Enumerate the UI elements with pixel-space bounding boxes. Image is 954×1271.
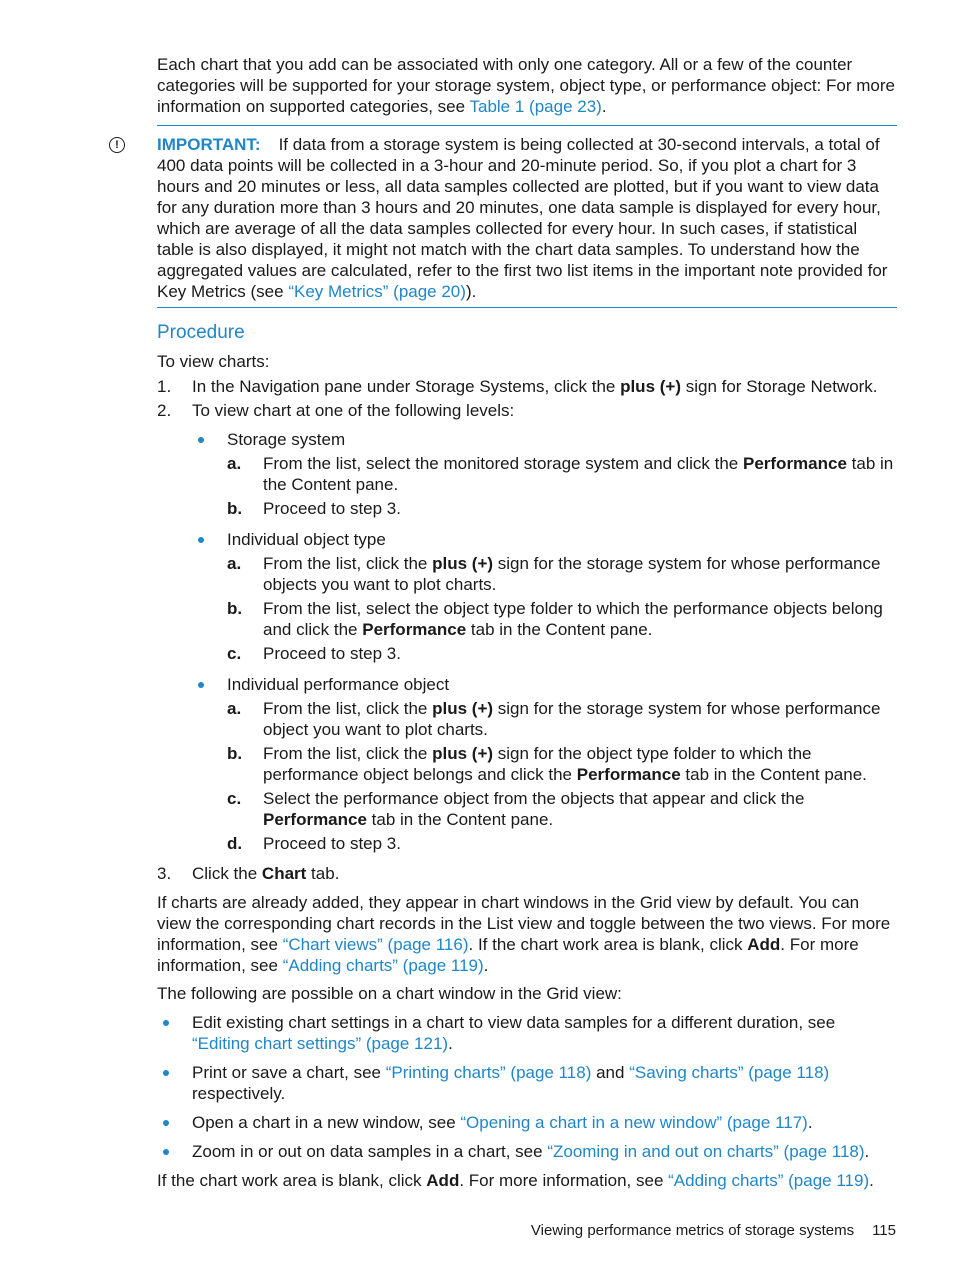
substep: a. From the list, click the plus (+) sign for the storage system for whose performance object you want to plot charts. (227, 699, 881, 739)
link-printing-charts[interactable]: “Printing charts” (page 118) (385, 1063, 592, 1082)
list-item: Open a chart in a new window, see “Opening a chart in a new window” (page 117). (157, 1112, 897, 1133)
bullet-icon (163, 1120, 169, 1126)
bullet-icon (198, 537, 204, 543)
level-storage-system: Storage system a. From the list, select the monitored storage system and click the Performance tab in the Content pane. b. Proceed to step 3. (157, 429, 897, 519)
link-saving-charts[interactable]: “Saving charts” (page 118) (629, 1063, 830, 1082)
step-3: 3. Click the Chart tab. (157, 864, 340, 883)
bullet-icon (163, 1149, 169, 1155)
substep: a. From the list, select the monitored storage system and click the Performance tab in the Content pane. (227, 454, 894, 494)
link-editing-chart-settings[interactable]: “Editing chart settings” (page 121) (192, 1034, 449, 1053)
link-adding-charts[interactable]: “Adding charts” (page 119) (282, 956, 484, 975)
procedure-intro: To view charts: (157, 352, 270, 371)
list-item: Print or save a chart, see “Printing charts” (page 118) and “Saving charts” (page 118) respectively. (157, 1062, 897, 1104)
bullet-icon (198, 682, 204, 688)
blank-area-paragraph: If the chart work area is blank, click Add. For more information, see “Adding charts” (page 119). (157, 1171, 874, 1190)
step-2: 2. To view chart at one of the following levels: (157, 401, 515, 420)
footer-title: Viewing performance metrics of storage systems (530, 1222, 855, 1239)
level-object-type: Individual object type a. From the list, click the plus (+) sign for the storage system for whose performance objects you want to plot charts. b. From the list, select the object type folder to which the performance objects belong and click the Performance tab in the Content pane. c. Proceed to step 3. (157, 529, 897, 664)
page-body (115, 54, 897, 1191)
substep: b. Proceed to step 3. (227, 499, 401, 518)
link-adding-charts-2[interactable]: “Adding charts” (page 119) (668, 1171, 870, 1190)
important-label: IMPORTANT: (157, 135, 261, 154)
substep: b. From the list, select the object type folder to which the performance objects belong and click the Performance tab in the Content pane. (227, 599, 883, 639)
page-number: 115 (872, 1222, 896, 1239)
bullet-icon (163, 1070, 169, 1076)
step-1: 1. In the Navigation pane under Storage Systems, click the plus (+) sign for Storage Network. (157, 377, 878, 396)
bullet-icon (163, 1020, 169, 1026)
link-opening-chart-new-window[interactable]: “Opening a chart in a new window” (page 117) (460, 1113, 808, 1132)
grid-view-actions-list (157, 1012, 897, 1162)
substep: c. Select the performance object from the objects that appear and click the Performance tab in the Content pane. (227, 789, 805, 829)
substep: a. From the list, click the plus (+) sign for the storage system for whose performance objects you want to plot charts. (227, 554, 881, 594)
list-item: Edit existing chart settings in a chart to view data samples for a different duration, see “Editing chart settings” (page 121). (157, 1012, 897, 1054)
level-performance-object: Individual performance object a. From the list, click the plus (+) sign for the storage system for whose performance object you want to plot charts. b. From the list, click the plus (+) sign for the object type folder to which the performance object belongs and click the Performance tab in the Content pane. c. Select the performance object from the objects that appear and click the Performance tab in the Content pane. d. Proceed to step 3. (157, 674, 897, 854)
list-item: Zoom in or out on data samples in a chart, see “Zooming in and out on charts” (page 118). (157, 1141, 897, 1162)
link-chart-views[interactable]: “Chart views” (page 116) (282, 935, 469, 954)
link-table-1[interactable]: Table 1 (page 23) (469, 97, 602, 116)
important-text: If data from a storage system is being collected at 30-second intervals, a total of 400 data points will be collected in a 3-hour and 20-minute period. So, if you plot a chart for 3 hours and 20 minutes or less, all data samples collected are plotted, but if you want to view data for any duration more than 3 hours and 20 minutes, one data sample is displayed for every hour, which are average of all the data samples collected for every hour. In such cases, if statistical table is also displayed, it might not match with the chart data samples. To understand how the aggregated values are calculated, refer to the first two list items in the important note provided for Key Metrics (see (157, 135, 888, 301)
important-icon: ! (109, 137, 125, 153)
bullet-icon (198, 437, 204, 443)
grid-view-intro: The following are possible on a chart window in the Grid view: (157, 984, 622, 1003)
substep: d. Proceed to step 3. (227, 834, 401, 853)
important-note: ! IMPORTANT: If data from a storage system is being collected at 30-second intervals, a total of 400 data points will be collected in a 3-hour and 20-minute period. So, if you plot a chart for 3 hours and 20 minutes or less, all data samples collected are plotted, but if you want to view data for any duration more than 3 hours and 20 minutes, one data sample is displayed for every hour, which are average of all the data samples collected for every hour. In such cases, if statistical table is also displayed, it might not match with the chart data samples. To understand how the aggregated values are calculated, refer to the first two list items in the important note provided for Key Metrics (see “Key Metrics” (page 20)). (157, 125, 897, 308)
intro-paragraph: Each chart that you add can be associated with only one category. All or a few of the counter categories will be supported for your storage system, object type, or performance object: For more information on supported categories, see Table 1 (page 23). (157, 55, 895, 116)
procedure-heading: Procedure (157, 322, 245, 343)
substep: b. From the list, click the plus (+) sign for the object type folder to which the performance object belongs and click the Performance tab in the Content pane. (227, 744, 867, 784)
page-footer (531, 1222, 896, 1239)
link-zooming-charts[interactable]: “Zooming in and out on charts” (page 118) (547, 1142, 865, 1161)
substep: c. Proceed to step 3. (227, 644, 401, 663)
link-key-metrics[interactable]: “Key Metrics” (page 20) (288, 282, 466, 301)
charts-added-paragraph: If charts are already added, they appear in chart windows in the Grid view by default. You can view the corresponding chart records in the List view and toggle between the two views. For more information, see “Chart views” (page 116). If the chart work area is blank, click Add. For more information, see “Adding charts” (page 119). (157, 893, 891, 975)
